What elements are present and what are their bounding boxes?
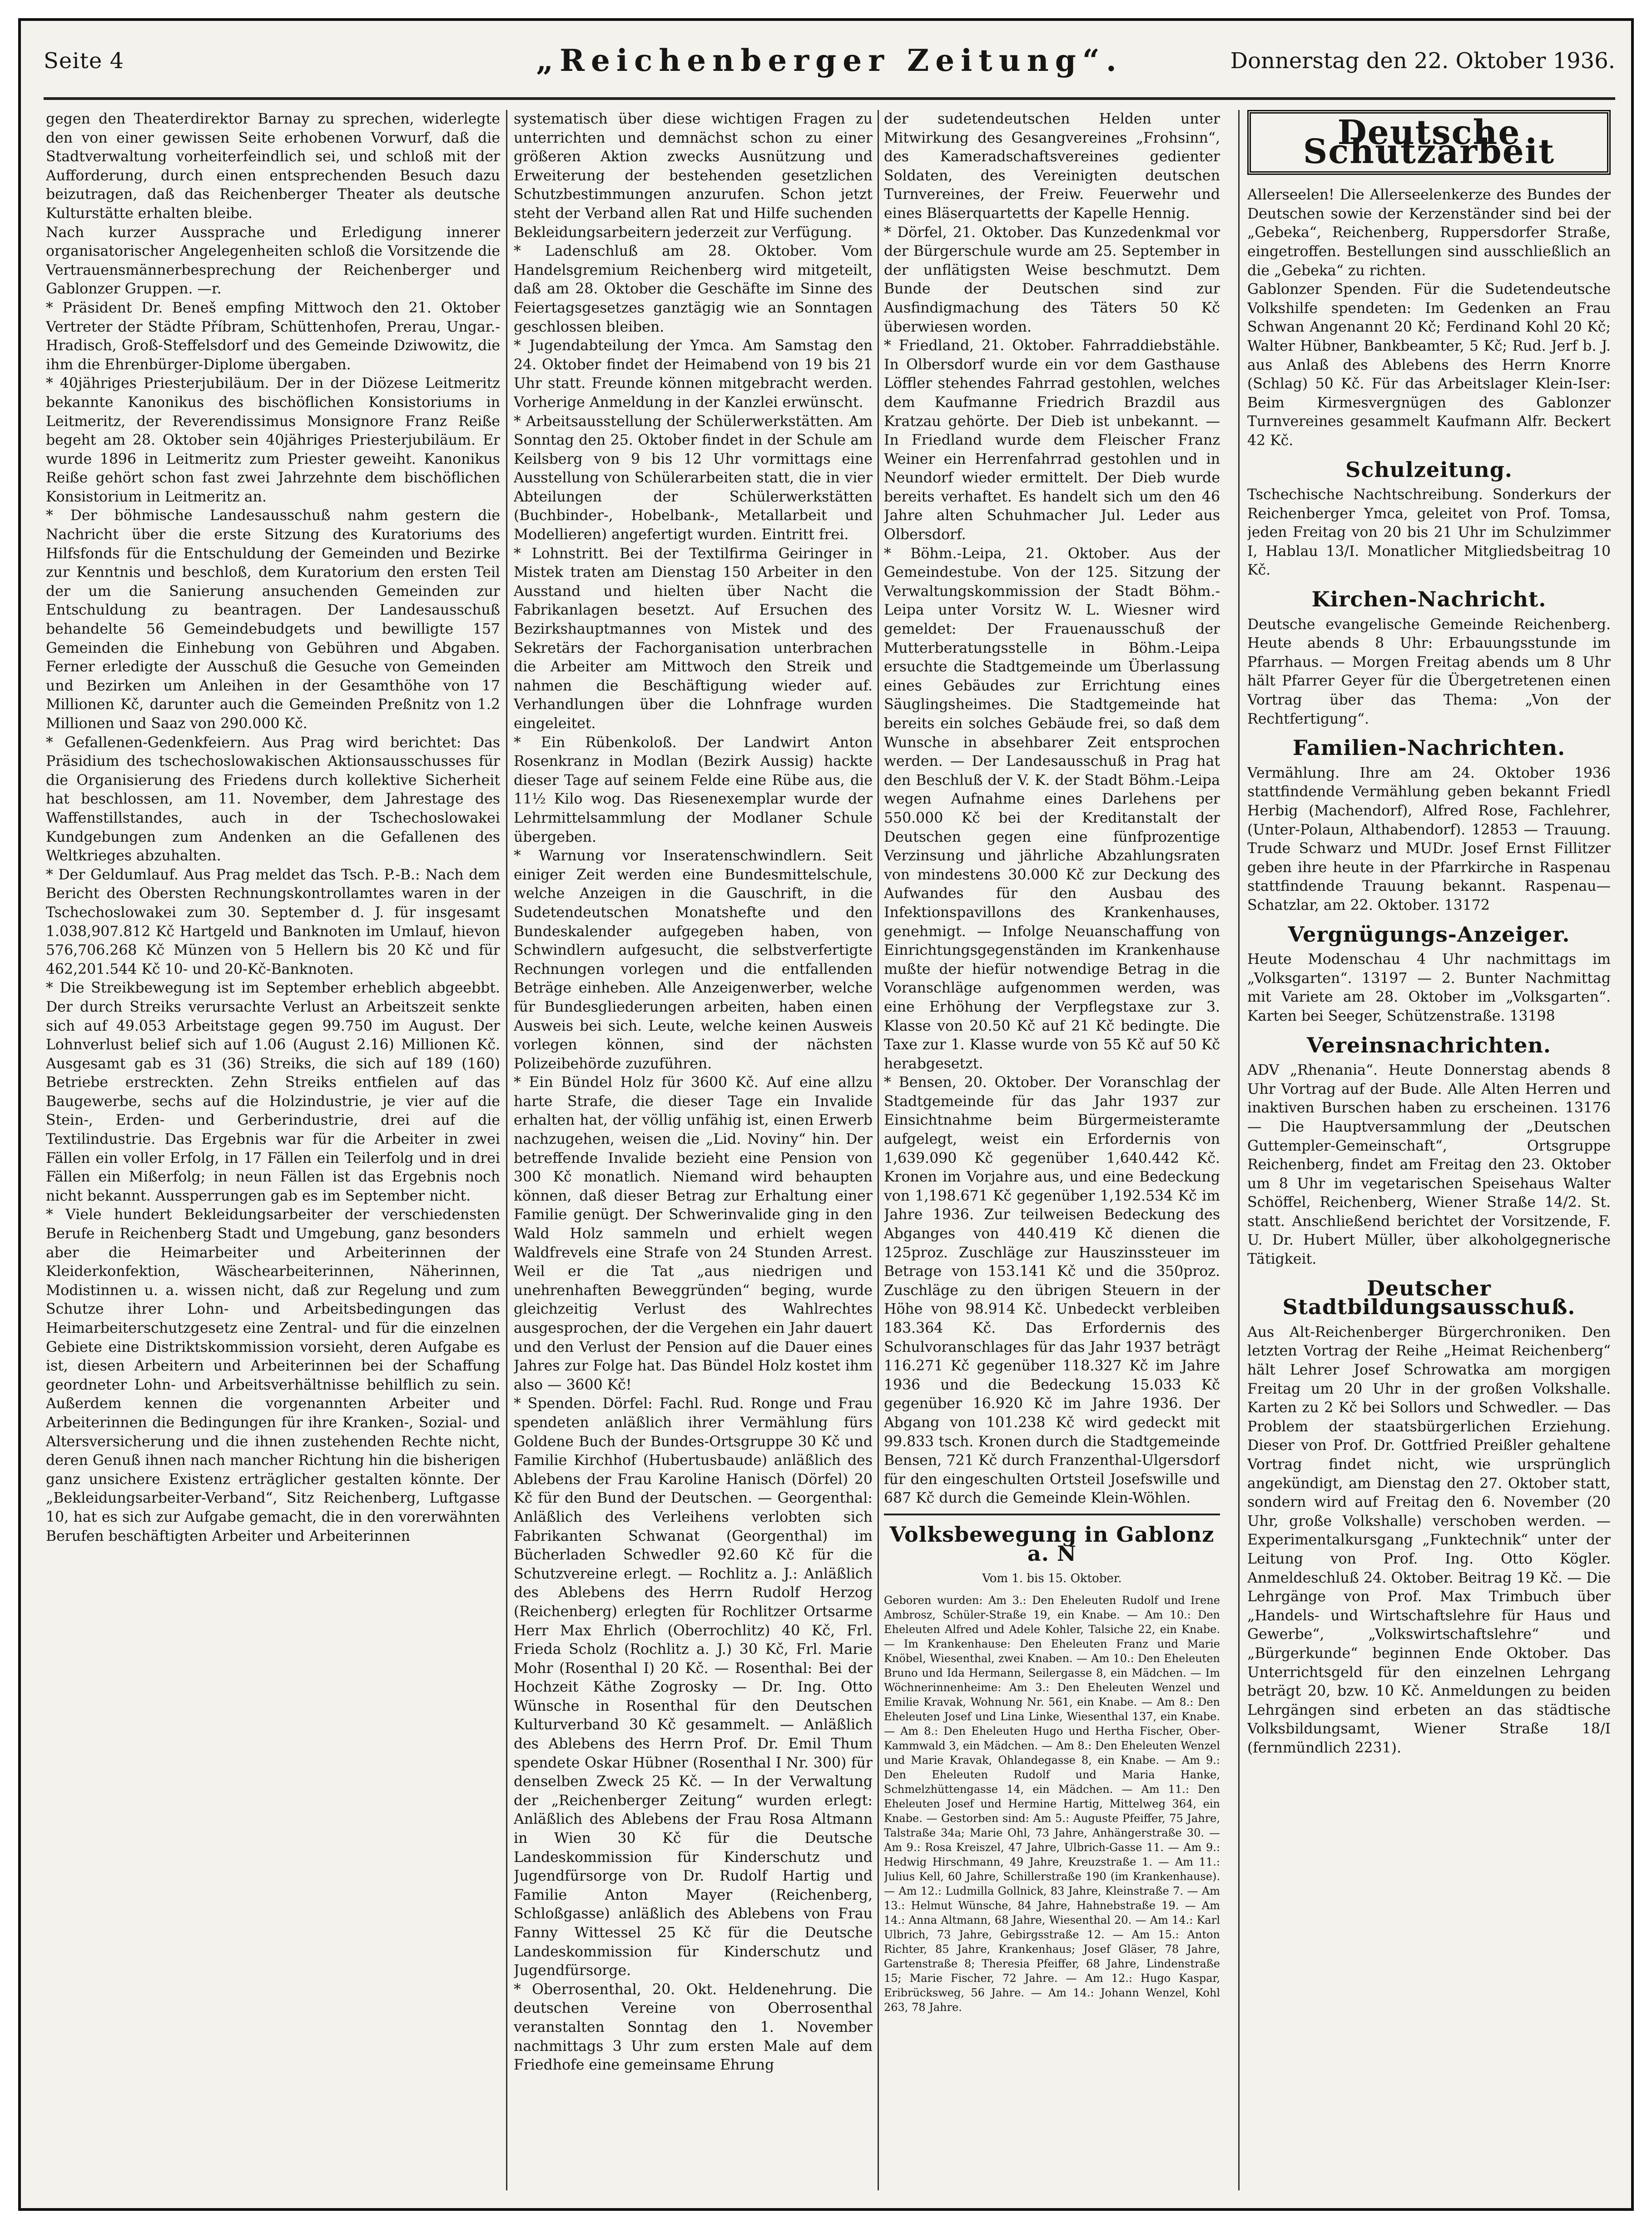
section-body: ADV „Rhenania“. Heute Donnerstag abends 8 Uhr Vortrag auf der Bude. Alle Alten Herren und inaktiven Burschen haben zu erscheinen. 13176 — Die Hauptversammlung der „Deutschen Guttempler-Gemeinschaft“, Ortsgruppe Reichenberg, findet am Freitag den 23. Oktober um 8 Uhr im vegetarischen Speisehaus Walter Schöffel, Reichenberg, Wiener Straße 14/2. St. statt. Anschließend berichtet der Vorsitzende, F. U. Dr. Hubert Müller, über alkoholgegnerische Tätigkeit. <box>1247 1062 1611 1268</box>
section-body: Heute Modenschau 4 Uhr nachmittags im „Volksgarten“. 13197 — 2. Bunter Nachmittag mit Variete am 28. Oktober im „Volksgarten“. Karten bei Seeger, Schützenstraße. 13198 <box>1247 951 1611 1024</box>
column-4 <box>1247 110 1611 2190</box>
article-paragraph: * Jugendabteilung der Ymca. Am Samstag den 24. Oktober findet der Heimabend von 19 bis 21 Uhr statt. Freunde können mitgebracht werden. Vorherige Anmeldung in der Kanzlei erwünscht. <box>514 338 873 411</box>
article-paragraph: * Viele hundert Bekleidungsarbeiter der verschiedensten Berufe in Reichenberg Stadt und Umgebung, ganz besonders aber die Heimarbeiter und Arbeiterinnen der Kleiderkonfektion, Wäschearbeiterinnen, Näherinnen, Modistinnen u. a. wissen nicht, daß zur Regelung und zum Schutze ihrer Lohn- und Arbeitsbedingungen das Heimarbeiterschutzgesetz eine Zentral- und für die einzelnen Gebiete eine Distriktskommission vorsieht, deren Aufgabe es ist, diesen Arbeitern und Arbeiterinnen bei der Schaffung geordneter Lohn- und Arbeitsverhältnisse behilflich zu sein. Außerdem kennen die vorgenannten Arbeiter und Arbeiterinnen die Bedingungen für ihre Kranken-, Sozial- und Altersversicherung und die ihnen zustehenden Rechte nicht, deren Genuß ihnen nach mancher Richtung hin die bisherigen ganz unsichere Existenz erträglicher gestalten könnte. Der „Bekleidungsarbeiter-Verband“, Sitz Reichenberg, Luftgasse 10, hat es sich zur Aufgabe gemacht, die in den vorerwähnten Berufen beschäftigten Arbeiter und Arbeiterinnen <box>46 1206 500 1544</box>
article-paragraph: * Ein Bündel Holz für 3600 Kč. Auf eine allzu harte Strafe, die dieser Tage ein Invalide erhalten hat, der völlig unfähig ist, einen Erwerb nachzugehen, weisen die „Lid. Noviny“ hin. Der betreffende Invalide bezieht eine Pension von 300 Kč monatlich. Niemand wird behaupten können, daß dieser Betrag zur Erhaltung einer Familie genügt. Der Schwerinvalide ging in den Wald Holz sammeln und erhielt wegen Waldfrevels eine Strafe von 24 Stunden Arrest. Weil er die Tat „aus niedrigen und unehrenhaften Beweggründen“ beging, wurde gleichzeitig Verlust des Wahlrechtes ausgesprochen, der die Vergehen ein Jahr dauert und den Verlust der Pension auf die Dauer eines Jahres zur Folge hat. Das Bündel Holz kostet ihm also — 3600 Kč! <box>514 1074 873 1393</box>
article-paragraph: Nach kurzer Aussprache und Erledigung innerer organisatorischer Angelegenheiten schloß die Vorsitzende die Vertrauensmännerbesprechung der Reichenberger und Gablonzer Gruppen. —r. <box>46 224 500 298</box>
article-paragraph: * Spenden. Dörfel: Fachl. Rud. Ronge und Frau spendeten anläßlich ihrer Vermählung fürs Goldene Buch der Bundes-Ortsgruppe 30 Kč und Familie Kirchhof (Hubertusbaude) anläßlich des Ablebens der Frau Karoline Hanisch (Dörfel) 20 Kč für den Bund der Deutschen. — Georgenthal: Anläßlich des Verleihens verlobten sich Fabrikanten Schwanat (Georgenthal) im Bücherladen Schwedler 92.60 Kč für die Schutzvereine erlegt. — Rochlitz a. J.: Anläßlich des Ablebens des Herrn Rudolf Herzog (Reichenberg) erlegten für Rochlitzer Ortsarme Herr Max Ehrlich (Oberrochlitz) 40 Kč, Frl. Frieda Scholz (Rochlitz a. J.) 30 Kč, Frl. Marie Mohr (Rosenthal I) 20 Kč. — Rosenthal: Bei der Hochzeit Käthe Zogrosky — Dr. Ing. Otto Wünsche in Rosenthal für den Deutschen Kulturverband 30 Kč gesammelt. — Anläßlich des Ablebens des Herrn Prof. Dr. Emil Thum spendete Oskar Hübner (Rosenthal I Nr. 300) für denselben Zweck 25 Kč. — In der Verwaltung der „Reichenberger Zeitung“ wurden erlegt: Anläßlich des Ablebens der Frau Rosa Altmann in Wien 30 Kč für die Deutsche Landeskommission für Kinderschutz und Jugendfürsorge von Dr. Rudolf Hartig und Familie Anton Mayer (Reichenberg, Schloßgasse) anläßlich des Ablebens von Frau Fanny Wittessel 25 Kč für die Deutsche Landeskommission für Kinderschutz und Jugendfürsorge. <box>514 1395 873 1979</box>
volksbewegung-title: Volksbewegung in Gablonz a. N <box>889 1522 1215 1566</box>
page-number: Seite 4 <box>44 48 124 74</box>
article-paragraph: * Der Geldumlauf. Aus Prag meldet das Tsch. P.-B.: Nach dem Bericht des Obersten Rechnungskontrollamtes waren in der Tschechoslowakei zum 30. September d. J. für insgesamt 1.038,907.812 Kč Hartgeld und Banknoten im Umlauf, hievon 576,706.268 Kč Münzen von 5 Hellern bis 20 Kč und für 462,201.544 Kč 10- und 20-Kč-Banknoten. <box>46 866 500 978</box>
page-header <box>44 31 1615 99</box>
section-title: Vereinsnachrichten. <box>1307 1033 1551 1057</box>
article-paragraph: * Böhm.-Leipa, 21. Oktober. Aus der Gemeindestube. Von der 125. Sitzung der Verwaltungskommission der Stadt Böhm.-Leipa unter Vorsitz W. L. Wiesner wird gemeldet: Der Frauenausschuß der Mutterberatungsstelle in Böhm.-Leipa ersuchte die Stadtgemeinde um Überlassung eines Gebäudes zur Errichtung eines Säuglingsheimes. Die Stadtgemeinde hat bereits ein solches Gebäude frei, so daß dem Wunsche in absehbarer Zeit entsprochen werden. — Der Landesausschuß in Prag hat den Beschluß der V. K. der Stadt Böhm.-Leipa wegen Aufnahme eines Darlehens per 550.000 Kč bei der Kreditanstalt der Deutschen gegen eine fünfprozentige Verzinsung und jährliche Abzahlungsraten von mindestens 30.000 Kč zur Deckung des Aufwandes für den Ausbau des Infektionspavillons des Krankenhauses, genehmigt. — Infolge Neuanschaffung von Einrichtungsgegenständen im Krankenhause mußte der hiefür notwendige Betrag in die Voranschläge aufgenommen werden, was eine Erhöhung der Verpflegstaxe zur 3. Klasse von 20.50 Kč auf 21 Kč bedingte. Die Taxe zur 1. Klasse wurde von 55 Kč auf 50 Kč herabgesetzt. <box>884 545 1220 1072</box>
article-paragraph: * Gefallenen-Gedenkfeiern. Aus Prag wird berichtet: Das Präsidium des tschechoslowakischen Aktionsausschusses für die Organisierung des Friedens durch kollektive Sicherheit hat beschlossen, am 11. November, dem Jahrestage des Waffenstillstandes, auch in der Tschechoslowakei Kundgebungen zum Andenken an die Gefallenen des Weltkrieges abzuhalten. <box>46 734 500 864</box>
column-1 <box>46 110 500 2190</box>
article-paragraph: * Warnung vor Inseratenschwindlern. Seit einiger Zeit werden eine Bundesmittelschule, welche Anzeigen in die Gauschrift, in die Sudetendeutschen Monatshefte und den Bundeskalender aufgegeben haben, von Schwindlern aufgesucht, die selbstverfertigte Rechnungen vorlegen und die entfallenden Beträge einheben. Alle Anzeigenwerber, welche für Bundesgliederungen arbeiten, haben einen Ausweis bei sich. Leute, welche keinen Ausweis vorlegen können, sind der nächsten Polizeibehörde zuzuführen. <box>514 848 873 1072</box>
column-rule <box>878 110 879 2190</box>
section-body: Vermählung. Ihre am 24. Oktober 1936 stattfindende Vermählung geben bekannt Friedl Herbig (Machendorf), Alfred Rose, Fachlehrer, (Unter-Polaun, Althabendorf). 12853 — Trauung. Trude Schwarz und MUDr. Josef Ernst Fillitzer geben ihre heute in der Pfarrkirche in Raspenau stattfindende Trauung bekannt. Raspenau—Schatzlar, am 22. Oktober. 13172 <box>1247 765 1611 913</box>
section-title: Schulzeitung. <box>1345 457 1513 482</box>
issue-date: Donnerstag den 22. Oktober 1936. <box>1230 48 1615 74</box>
section-body: Deutsche evangelische Gemeinde Reichenberg. Heute abends 8 Uhr: Erbauungsstunde im Pfarrhaus. — Morgen Freitag abends um 8 Uhr hält Pfarrer Geyer für die Übergetretenen einen Vortrag über das Thema: „Von der Rechtfertigung“. <box>1247 616 1611 727</box>
section-rule <box>884 1514 1220 1515</box>
article-paragraph: systematisch über diese wichtigen Fragen zu unterrichten und demnächst schon zu einer größeren Aktion zwecks Ausnützung und Erweiterung der bestehenden gesetzlichen Schutzbestimmungen anzurufen. Schon jetzt steht der Verband allen Rat und Hilfe suchenden Bekleidungsarbeitern jederzeit zur Verfügung. <box>514 111 873 241</box>
section-body: Aus Alt-Reichenberger Bürgerchroniken. Den letzten Vortrag der Reihe „Heimat Reichenberg“ hält Lehrer Josef Schrowatka am morgigen Freitag um 20 Uhr in der großen Volkshalle. Karten zu 2 Kč bei Sollors und Schwedler. — Das Problem der staatsbürgerlichen Erziehung. Dieser von Prof. Dr. Gottfried Preißler gehaltene Vortrag findet nicht, wie ursprünglich angekündigt, am Dienstag den 27. Oktober statt, sondern wird auf Freitag den 6. November (20 Uhr, große Volkshalle) verschoben werden. — Experimentalkursgang „Funktechnik“ unter der Leitung von Prof. Ing. Otto Kögler. Anmeldeschluß 24. Oktober. Beitrag 19 Kč. — Die Lehrgänge von Prof. Max Trimbuch über „Handels- und Wirtschaftslehre für Haus und Gewerbe“, „Volkswirtschaftslehre“ und „Bürgerkunde“ beginnen Ende Oktober. Das Unterrichtsgeld für den einzelnen Lehrgang beträgt 20, bzw. 10 Kč. Anmeldungen zu beiden Lehrgängen sind erbeten an das städtische Volksbildungsamt, Wiener Straße 18/I (fernmündlich 2231). <box>1247 1324 1611 1756</box>
article-paragraph: * Friedland, 21. Oktober. Fahrraddiebstähle. In Olbersdorf wurde ein vor dem Gasthause Löffler stehendes Fahrrad gestohlen, welches dem Kaufmanne Friedrich Brazdil aus Kratzau gehörte. Der Dieb ist unbekannt. — In Friedland wurde dem Fleischer Franz Weiner ein Herrenfahrrad gestohlen und in Neundorf wieder ermittelt. Der Dieb wurde bereits verhaftet. Es handelt sich um den 46 Jahre alten Schuhmacher Jul. Leder aus Olbersdorf. <box>884 338 1220 543</box>
newspaper-title: „Reichenberger Zeitung“. <box>536 43 1123 78</box>
article-paragraph: Allerseelen! Die Allerseelenkerze des Bundes der Deutschen sowie der Kerzenständer sind bei der „Gebeka“, Reichenberg, Ruppersdorfer Straße, eingetroffen. Bestellungen sind ausschließlich an die „Gebeka“ zu richten. <box>1247 187 1611 279</box>
section-title: Kirchen-Nachricht. <box>1311 587 1547 612</box>
article-paragraph: * Lohnstritt. Bei der Textilfirma Geiringer in Mistek traten am Dienstag 150 Arbeiter in den Ausstand und hielten über Nacht die Fabrikanlagen besetzt. Auf Ersuchen des Bezirkshauptmannes von Mistek und des Sekretärs der Fachorganisation unterbrachen die Arbeiter am Mittwoch den Streik und nahmen die Beschäftigung wieder auf. Verhandlungen über die Lohnfrage wurden eingeleitet. <box>514 545 873 732</box>
article-paragraph: * Oberrosenthal, 20. Okt. Heldenehrung. Die deutschen Vereine von Oberrosenthal veranstalten Sonntag den 1. November nachmittags 3 Uhr zum ersten Male auf dem Friedhofe eine gemeinsame Ehrung <box>514 1981 873 2074</box>
column-rule <box>506 110 507 2190</box>
article-paragraph: * Ein Rübenkoloß. Der Landwirt Anton Rosenkranz in Modlan (Bezirk Aussig) hackte dieser Tage auf seinem Felde eine Rübe aus, die 11½ Kilo wog. Das Riesenexemplar wurde der Lehrmittelsammlung der Modlaner Schule übergeben. <box>514 734 873 845</box>
newspaper-page <box>18 18 1634 2211</box>
article-paragraph: * Bensen, 20. Oktober. Der Voranschlag der Stadtgemeinde für das Jahr 1937 zur Einsichtnahme beim Bürgermeisteramte aufgelegt, weist ein Erfordernis von 1,639.090 Kč gegenüber 1,640.442 Kč. Kronen im Vorjahre aus, und eine Bedeckung von 1,198.671 Kč gegenüber 1,192.534 Kč im Jahre 1936. Zur teilweisen Bedeckung des Abganges von 440.419 Kč dienen die 125proz. Zuschläge zur Hauszinssteuer im Betrage von 153.141 Kč und die 350proz. Zuschläge zu den übrigen Steuern in der Höhe von 98.914 Kč. Unbedeckt verbleiben 183.364 Kč. Das Erfordernis des Schulvoranschlages für das Jahr 1937 beträgt 116.271 Kč gegenüber 118.327 Kč im Jahre 1936 und die Bedeckung 15.033 Kč gegenüber 16.920 Kč im Jahre 1936. Der Abgang von 101.238 Kč wird gedeckt mit 99.833 tsch. Kronen durch die Stadtgemeinde Bensen, 721 Kč durch Franzenthal-Ulgersdorf für den eingeschulten Ortsteil Josefswille und 687 Kč durch die Gemeinde Klein-Wöhlen. <box>884 1074 1220 1507</box>
article-paragraph: * Arbeitsausstellung der Schülerwerkstätten. Am Sonntag den 25. Oktober findet in der Schule am Keilsberg von 9 bis 12 Uhr vormittags eine Ausstellung von Schülerarbeiten statt, die in vier Abteilungen der Schülerwerkstätten (Buchbinder-, Hobelbank-, Metallarbeit und Modellieren) angefertigt wurden. Eintritt frei. <box>514 413 873 543</box>
column-rule <box>1238 110 1240 2190</box>
article-paragraph: * Der böhmische Landesausschuß nahm gestern die Nachricht über die erste Sitzung des Kuratoriums des Hilfsfonds für die Entschuldung der Gemeinden und Bezirke zur Kenntnis und beschloß, dem Kuratorium den ersten Teil der um die Sanierung ansuchenden Gemeinden zur Entschuldung zu beantragen. Der Landesausschuß behandelte 56 Gemeindebudgets und bewilligte 157 Gemeinden die Einhebung von Gebühren und Abgaben. Ferner erledigte der Ausschuß die Gesuche von Gemeinden und Bezirken um Anleihen in der Gesamthöhe von 17 Millionen Kč, darunter auch die Gemeinden Preßnitz von 1.2 Millionen und Saaz von 290.000 Kč. <box>46 507 500 732</box>
section-title: Familien-Nachrichten. <box>1292 735 1566 760</box>
article-paragraph: * Die Streikbewegung ist im September erheblich abgeebbt. Der durch Streiks verursachte Verlust an Arbeitszeit senkte sich auf 49.053 Arbeitstage gegen 99.750 im August. Der Lohnverlust belief sich auf 1.06 (August 2.16) Millionen Kč. Ausgesamt gab es 31 (36) Streiks, die sich auf 189 (160) Betriebe erstreckten. Zehn Streiks entfielen auf das Baugewerbe, sechs auf die Holzindustrie, je vier auf die Stein-, Erden- und Gerberindustrie, drei auf die Textilindustrie. Das Ergebnis war für die Arbeiter in zwei Fällen ein voller Erfolg, in 17 Fällen ein Teilerfolg und in drei Fällen ein Mißerfolg; in neun Fällen ist das Ergebnis noch nicht bekannt. Aussperrungen gab es im September nicht. <box>46 980 500 1204</box>
article-paragraph: * 40jähriges Priesterjubiläum. Der in der Diözese Leitmeritz bekannte Kanonikus des bischöflichen Konsistoriums in Leitmeritz, der Reverendissimus Monsignore Franz Reiße begeht am 28. Oktober sein 40jähriges Priesterjubiläum. Er wurde 1896 in Leitmeritz zum Priester geweiht. Kanonikus Reiße gehört schon fast zwei Jahrzehnte dem bischöflichen Konsistorium in Leitmeritz an. <box>46 375 500 505</box>
volksbewegung-subtitle: Vom 1. bis 15. Oktober. <box>982 1572 1122 1586</box>
article-paragraph: * Präsident Dr. Beneš empfing Mittwoch den 21. Oktober Vertreter der Städte Příbram, Schüttenhofen, Prerau, Ungar.-Hradisch, Groß-Steffelsdorf und des Gemeinde Dziwowitz, die ihm die Ehrenbürger-Diplome übergaben. <box>46 299 500 373</box>
article-paragraph: gegen den Theaterdirektor Barnay zu sprechen, widerlegte den von einer gewissen Seite erhobenen Vorwurf, daß die Stadtverwaltung vorheiterfeindlich sei, und schloß mit der Aufforderung, durch einen entsprechenden Besuch dazu beizutragen, daß das Reichenberger Theater als deutsche Kulturstätte erhalten bleibe. <box>46 111 500 222</box>
schutzarbeit-masthead: Deutsche Schutzarbeit <box>1247 110 1611 175</box>
article-paragraph: * Dörfel, 21. Oktober. Das Kunzedenkmal vor der Bürgerschule wurde am 25. September in der unflätigsten Weise beschmutzt. Dem Bunde der Deutschen sind zur Ausfindigmachung des Täters 50 Kč überwiesen worden. <box>884 224 1220 335</box>
column-3 <box>884 110 1220 2190</box>
section-title: Deutscher Stadtbildungsausschuß. <box>1282 1276 1576 1320</box>
article-paragraph: Gablonzer Spenden. Für die Sudetendeutsche Volkshilfe spendeten: Im Gedenken an Frau Schwan Angenannt 20 Kč; Ferdinand Kohl 20 Kč; Walter Hübner, Bankbeamter, 5 Kč; Rud. Jerf b. J. aus Anlaß des Ablebens des Herrn Knorre (Schlag) 50 Kč. Für das Arbeitslager Klein-Iser: Beim Kirmesvergnügen des Gablonzer Turnvereines gesammelt Kaufmann Alfr. Beckert 42 Kč. <box>1247 281 1611 449</box>
article-paragraph: der sudetendeutschen Helden unter Mitwirkung des Gesangvereines „Frohsinn“, des Kameradschaftsvereines gedienter Soldaten, des Vereinigten deutschen Turnvereines, der Freiw. Feuerwehr und eines Bläserquartetts der Kapelle Hennig. <box>884 111 1220 222</box>
section-body: Tschechische Nachtschreibung. Sonderkurs der Reichenberger Ymca, geleitet von Prof. Tomsa, jeden Freitag von 20 bis 21 Uhr im Schulzimmer I, Hablau 13/I. Monatlicher Mitgliedsbeitrag 10 Kč. <box>1247 487 1611 579</box>
section-title: Vergnügungs-Anzeiger. <box>1288 922 1570 947</box>
article-paragraph: * Ladenschluß am 28. Oktober. Vom Handelsgremium Reichenberg wird mitgeteilt, daß am 28. Oktober die Geschäfte im Sinne des Feiertagsgesetzes ganztägig wie an Sonntagen geschlossen bleiben. <box>514 243 873 335</box>
header-rule <box>44 97 1615 100</box>
volksbewegung-text: Geboren wurden: Am 3.: Den Eheleuten Rudolf und Irene Ambrosz, Schüler-Straße 19, ein Knabe. — Am 10.: Den Eheleuten Alfred und Adele Kohler, Talsiche 22, ein Knabe. — Im Krankenhause: Den Eheleuten Franz und Marie Knöbel, Wiesenthal, zwei Knaben. — Am 10.: Den Eheleuten Bruno und Ida Hermann, Seilergasse 8, ein Mädchen. — Im Wöchnerinnenheime: Am 3.: Den Eheleuten Wenzel und Emilie Kravak, Wohnung Nr. 561, ein Knabe. — Am 8.: Den Eheleuten Josef und Lina Linke, Wiesenthal 137, ein Knabe. — Am 8.: Den Eheleuten Hugo und Hertha Fischer, Ober-Kammwald 3, ein Mädchen. — Am 8.: Den Eheleuten Wenzel und Marie Kravak, Ohlandegasse 8, ein Knabe. — Am 9.: Den Eheleuten Rudolf und Maria Hanke, Schmelzhüttengasse 14, ein Mädchen. — Am 11.: Den Eheleuten Josef und Hermine Hartig, Mittelweg 364, ein Knabe. — Gestorben sind: Am 5.: Auguste Pfeiffer, 75 Jahre, Talstraße 34a; Marie Ohl, 73 Jahre, Anhängerstraße 30. — Am 9.: Rosa Kreiszel, 47 Jahre, Ulbrich-Gasse 11. — Am 9.: Hedwig Hirschmann, 49 Jahre, Kreuzstraße 1. — Am 11.: Julius Kell, 60 Jahre, Schillerstraße 190 (im Krankenhause). — Am 12.: Ludmilla Gollnick, 83 Jahre, Kleinstraße 7. — Am 13.: Helmut Wünsche, 84 Jahre, Hahnebstraße 19. — Am 14.: Anna Altmann, 68 Jahre, Wiesenthal 20. — Am 14.: Karl Ulbrich, 73 Jahre, Gebirgsstraße 12. — Am 15.: Anton Richter, 85 Jahre, Krankenhaus; Josef Gläser, 78 Jahre, Gartenstraße 8; Theresia Pfeiffer, 68 Jahre, Lindenstraße 15; Marie Fischer, 72 Jahre. — Am 12.: Hugo Kaspar, Eribrücksweg, 56 Jahre. — Am 14.: Johann Wenzel, Kohl 263, 78 Jahre. <box>884 1594 1220 2014</box>
column-2 <box>514 110 873 2190</box>
